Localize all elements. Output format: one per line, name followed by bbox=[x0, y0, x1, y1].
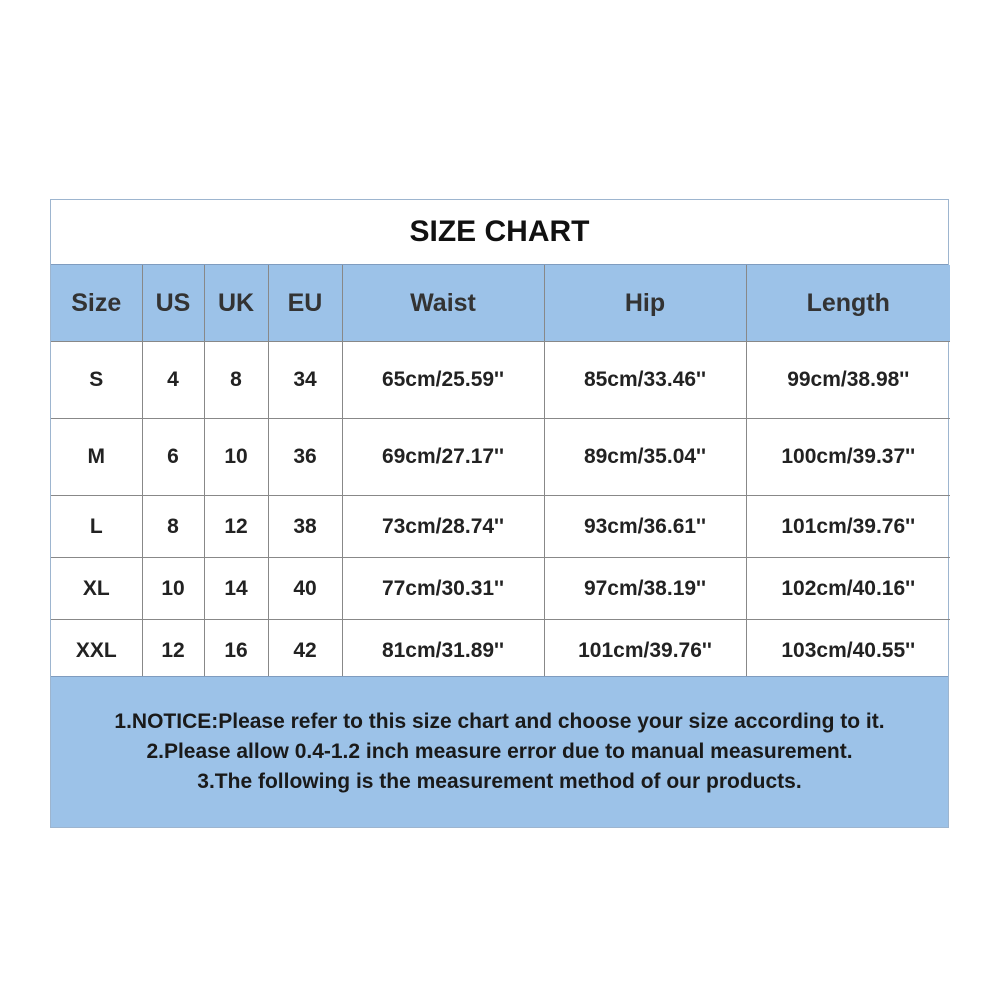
cell-uk: 12 bbox=[204, 496, 268, 558]
cell-length: 101cm/39.76'' bbox=[746, 496, 950, 558]
cell-waist: 77cm/30.31'' bbox=[342, 558, 544, 620]
cell-uk: 16 bbox=[204, 620, 268, 682]
col-header-uk: UK bbox=[204, 265, 268, 342]
cell-us: 12 bbox=[142, 620, 204, 682]
col-header-us: US bbox=[142, 265, 204, 342]
cell-length: 102cm/40.16'' bbox=[746, 558, 950, 620]
note-line: 3.The following is the measurement method of our products. bbox=[197, 770, 802, 793]
table-row bbox=[51, 342, 950, 419]
cell-size: M bbox=[51, 419, 142, 496]
table-row bbox=[51, 419, 950, 496]
cell-length: 99cm/38.98'' bbox=[746, 342, 950, 419]
cell-us: 10 bbox=[142, 558, 204, 620]
cell-eu: 34 bbox=[268, 342, 342, 419]
chart-title: SIZE CHART bbox=[51, 200, 948, 265]
col-header-waist: Waist bbox=[342, 265, 544, 342]
col-header-eu: EU bbox=[268, 265, 342, 342]
cell-uk: 10 bbox=[204, 419, 268, 496]
col-header-length: Length bbox=[746, 265, 950, 342]
cell-us: 4 bbox=[142, 342, 204, 419]
cell-uk: 8 bbox=[204, 342, 268, 419]
cell-length: 103cm/40.55'' bbox=[746, 620, 950, 682]
cell-size: L bbox=[51, 496, 142, 558]
cell-eu: 40 bbox=[268, 558, 342, 620]
size-table bbox=[51, 265, 950, 681]
cell-waist: 73cm/28.74'' bbox=[342, 496, 544, 558]
cell-eu: 42 bbox=[268, 620, 342, 682]
note-line: 1.NOTICE:Please refer to this size chart and choose your size according to it. bbox=[114, 710, 885, 733]
table-row bbox=[51, 558, 950, 620]
cell-waist: 65cm/25.59'' bbox=[342, 342, 544, 419]
cell-us: 8 bbox=[142, 496, 204, 558]
cell-size: XXL bbox=[51, 620, 142, 682]
cell-length: 100cm/39.37'' bbox=[746, 419, 950, 496]
cell-eu: 36 bbox=[268, 419, 342, 496]
cell-waist: 81cm/31.89'' bbox=[342, 620, 544, 682]
header-row bbox=[51, 265, 950, 342]
table-row bbox=[51, 620, 950, 682]
notes-panel bbox=[51, 676, 948, 827]
cell-eu: 38 bbox=[268, 496, 342, 558]
note-line: 2.Please allow 0.4-1.2 inch measure error due to manual measurement. bbox=[146, 740, 853, 763]
cell-hip: 89cm/35.04'' bbox=[544, 419, 746, 496]
col-header-hip: Hip bbox=[544, 265, 746, 342]
cell-uk: 14 bbox=[204, 558, 268, 620]
table-row bbox=[51, 496, 950, 558]
cell-us: 6 bbox=[142, 419, 204, 496]
cell-hip: 97cm/38.19'' bbox=[544, 558, 746, 620]
cell-hip: 93cm/36.61'' bbox=[544, 496, 746, 558]
size-chart bbox=[50, 199, 949, 828]
cell-hip: 101cm/39.76'' bbox=[544, 620, 746, 682]
cell-hip: 85cm/33.46'' bbox=[544, 342, 746, 419]
cell-size: S bbox=[51, 342, 142, 419]
col-header-size: Size bbox=[51, 265, 142, 342]
cell-size: XL bbox=[51, 558, 142, 620]
cell-waist: 69cm/27.17'' bbox=[342, 419, 544, 496]
